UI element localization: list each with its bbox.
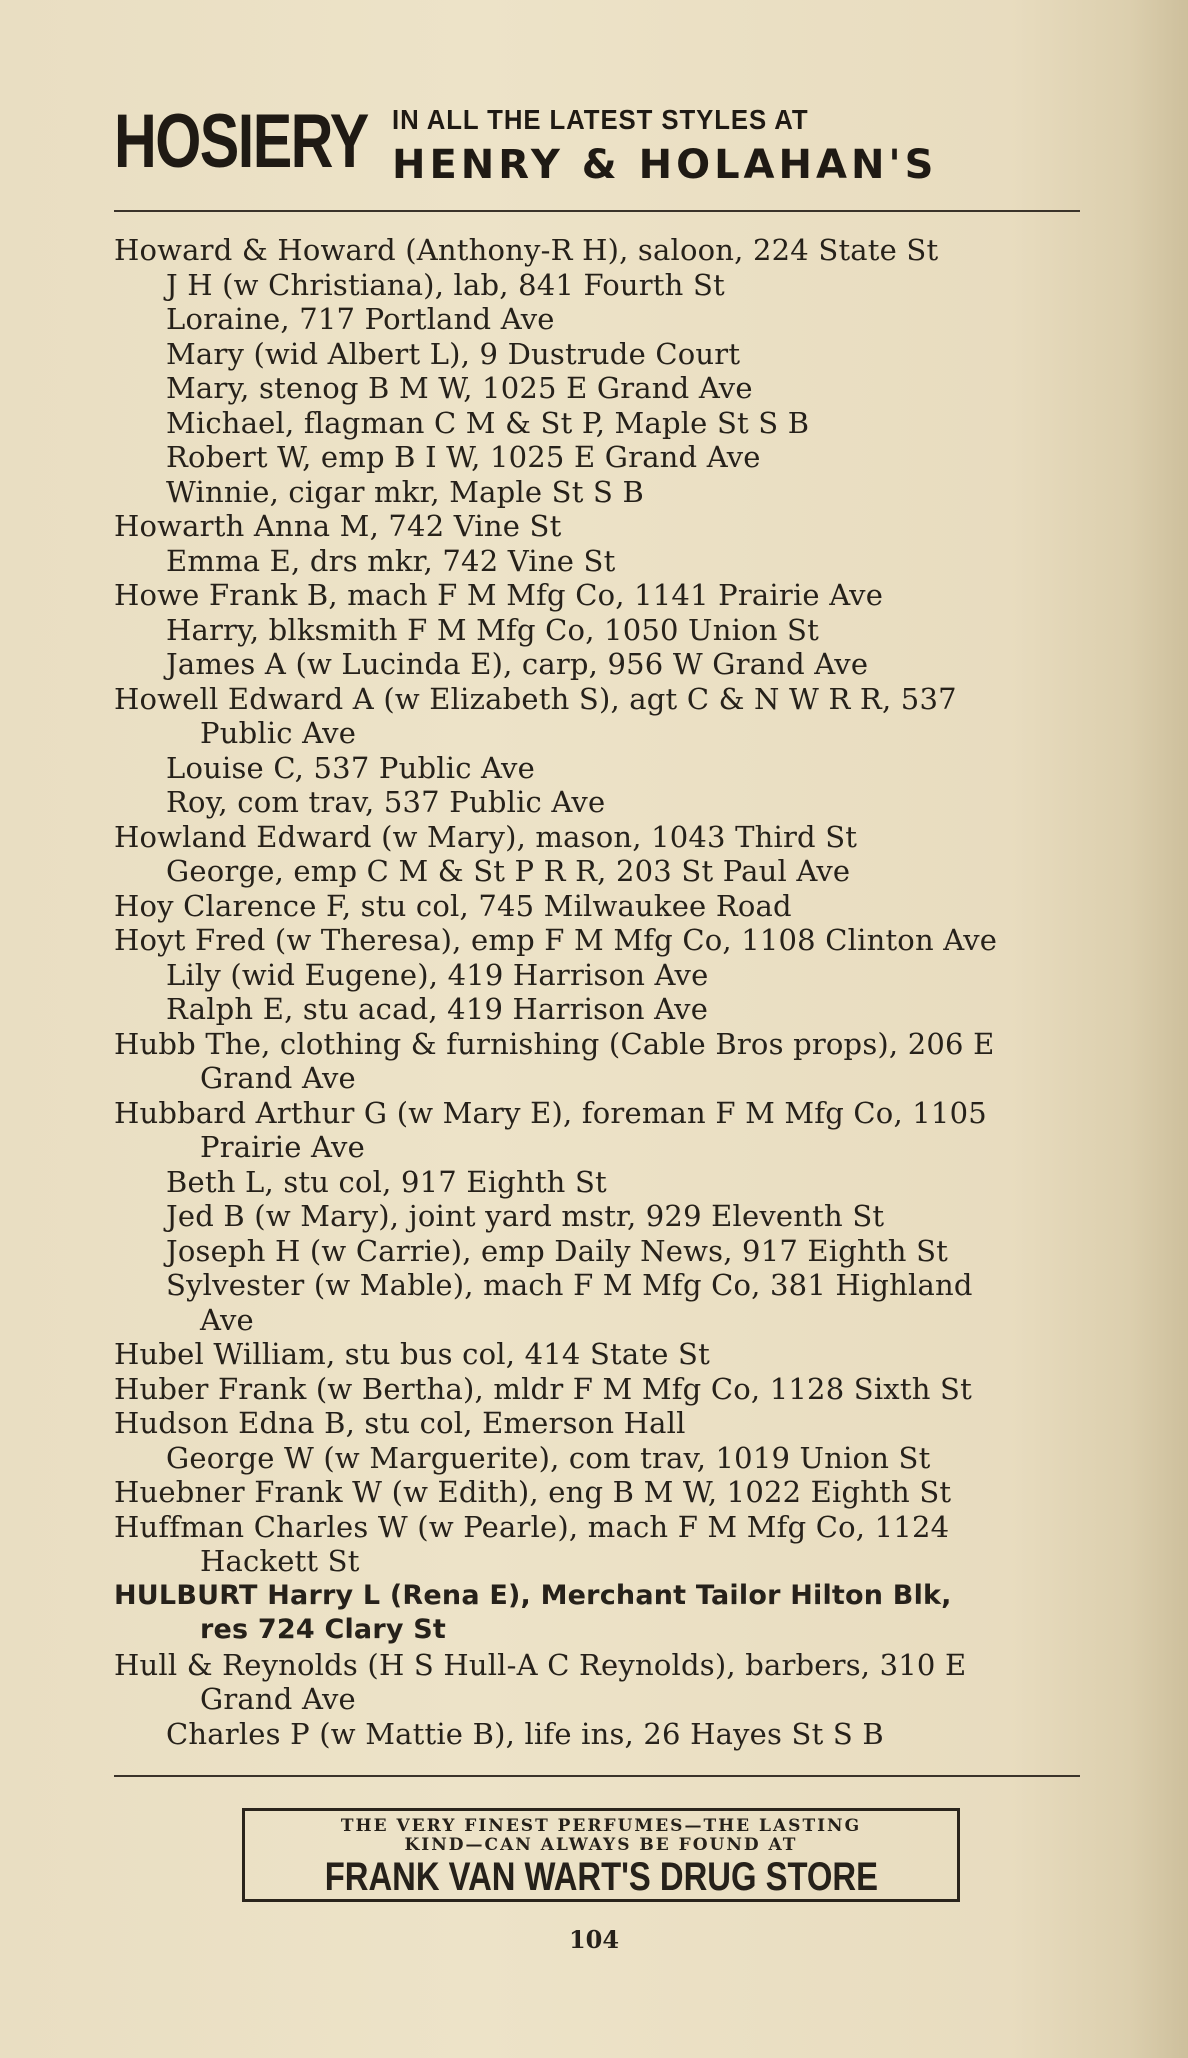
- directory-entry: [114, 578, 1084, 613]
- directory-listing: [114, 233, 1084, 1751]
- directory-subentry: [114, 337, 1084, 372]
- entry-text: Michael, flagman C M & St P, Maple St S B: [166, 405, 810, 440]
- bottom-ad-line-2: KIND—CAN ALWAYS BE FOUND AT: [404, 1835, 798, 1855]
- directory-entry: [114, 1406, 1084, 1441]
- entry-text: Howarth Anna M, 742 Vine St: [114, 509, 562, 543]
- bottom-ad-store-name: FRANK VAN WART'S DRUG STORE: [324, 1855, 878, 1899]
- directory-entry: [114, 923, 1084, 958]
- entry-text: Harry, blksmith F M Mfg Co, 1050 Union St: [166, 612, 819, 647]
- entry-text: Howell Edward A (w Elizabeth S), agt C & N W R R, 537: [114, 681, 957, 716]
- header-ad-store-name: HENRY & HOLAHAN'S: [392, 142, 938, 188]
- header-ad-big-word: HOSIERY: [114, 99, 368, 184]
- directory-entry: [114, 889, 1084, 924]
- entry-text: Jed B (w Mary), joint yard mstr, 929 Eleventh St: [166, 1199, 885, 1233]
- directory-entry: [114, 1027, 1084, 1096]
- directory-entry: [114, 1337, 1084, 1372]
- directory-subentry: [114, 751, 1084, 786]
- directory-subentry: [114, 958, 1084, 993]
- directory-subentry: [114, 440, 1084, 475]
- entry-text: Mary, stenog B M W, 1025 E Grand Ave: [166, 371, 753, 405]
- directory-entry: [114, 820, 1084, 855]
- entry-text: Beth L, stu col, 917 Eighth St: [166, 1164, 607, 1199]
- entry-text: Charles P (w Mattie B), life ins, 26 Hayes St S B: [166, 1716, 884, 1751]
- directory-subentry: [114, 1441, 1084, 1476]
- entry-text: Howe Frank B, mach F M Mfg Co, 1141 Prairie Ave: [114, 578, 884, 612]
- entry-text: HULBURT Harry L (Rena E), Merchant Tailor Hilton Blk,: [114, 1579, 952, 1611]
- entry-text: J H (w Christiana), lab, 841 Fourth St: [166, 267, 725, 302]
- entry-text: Huber Frank (w Bertha), mldr F M Mfg Co, 1128 Sixth St: [114, 1371, 972, 1406]
- entry-continuation: res 724 Clary St: [200, 1614, 447, 1645]
- directory-subentry: [114, 1199, 1084, 1234]
- directory-subentry: [114, 1234, 1084, 1269]
- directory-subentry: [114, 854, 1084, 889]
- entry-text: George W (w Marguerite), com trav, 1019 Union St: [166, 1440, 931, 1475]
- directory-entry: [114, 682, 1084, 751]
- entry-text: Hoyt Fred (w Theresa), emp F M Mfg Co, 1108 Clinton Ave: [114, 923, 998, 957]
- entry-continuation: Ave: [200, 1302, 254, 1337]
- directory-subentry: [114, 544, 1084, 579]
- entry-text: Loraine, 717 Portland Ave: [166, 302, 555, 336]
- page-number: 104: [568, 1925, 620, 1954]
- bottom-ad-line-1: THE VERY FINEST PERFUMES—THE LASTING: [340, 1816, 862, 1836]
- header-advertisement: [114, 100, 1080, 190]
- directory-subentry: [114, 268, 1084, 303]
- entry-text: Sylvester (w Mable), mach F M Mfg Co, 381 Highland: [166, 1268, 973, 1302]
- directory-subentry: [114, 406, 1084, 441]
- entry-text: Roy, com trav, 537 Public Ave: [166, 785, 606, 819]
- entry-text: Winnie, cigar mkr, Maple St S B: [166, 474, 644, 509]
- directory-subentry: [114, 1268, 1084, 1337]
- entry-continuation: Hackett St: [200, 1544, 360, 1578]
- entry-text: Hudson Edna B, stu col, Emerson Hall: [114, 1406, 686, 1440]
- directory-subentry: [114, 785, 1084, 820]
- entry-text: George, emp C M & St P R R, 203 St Paul Ave: [166, 854, 851, 888]
- entry-text: James A (w Lucinda E), carp, 956 W Grand Ave: [166, 647, 869, 681]
- entry-text: Huffman Charles W (w Pearle), mach F M Mfg Co, 1124: [114, 1509, 950, 1544]
- directory-entry: [114, 1096, 1084, 1165]
- entry-text: Howland Edward (w Mary), mason, 1043 Third St: [114, 819, 858, 854]
- directory-subentry: [114, 302, 1084, 337]
- entry-text: Lily (wid Eugene), 419 Harrison Ave: [166, 957, 709, 992]
- entry-continuation: Grand Ave: [200, 1682, 356, 1716]
- header-ad-tagline: IN ALL THE LATEST STYLES AT: [392, 104, 809, 135]
- directory-entry: [114, 233, 1084, 268]
- entry-text: Robert W, emp B I W, 1025 E Grand Ave: [166, 440, 761, 474]
- entry-text: Hull & Reynolds (H S Hull-A C Reynolds), barbers, 310 E: [114, 1647, 967, 1682]
- directory-entry: [114, 1475, 1084, 1510]
- entry-text: Hubb The, clothing & furnishing (Cable Bros props), 206 E: [114, 1026, 995, 1061]
- directory-entry: [114, 1648, 1084, 1717]
- entry-text: Ralph E, stu acad, 419 Harrison Ave: [166, 992, 709, 1026]
- entry-text: Emma E, drs mkr, 742 Vine St: [166, 543, 616, 578]
- directory-subentry: [114, 475, 1084, 510]
- directory-subentry: [114, 371, 1084, 406]
- entry-text: Huebner Frank W (w Edith), eng B M W, 1022 Eighth St: [114, 1475, 952, 1509]
- entry-text: Howard & Howard (Anthony-R H), saloon, 224 State St: [114, 233, 939, 267]
- entry-text: Louise C, 537 Public Ave: [166, 750, 535, 785]
- entry-continuation: Grand Ave: [200, 1061, 356, 1095]
- entry-text: Hubel William, stu bus col, 414 State St: [114, 1337, 710, 1371]
- top-divider: [114, 210, 1080, 212]
- entry-text: Hoy Clarence F, stu col, 745 Milwaukee Road: [114, 888, 792, 923]
- directory-entry: [114, 1579, 1084, 1648]
- directory-subentry: [114, 992, 1084, 1027]
- directory-subentry: [114, 1165, 1084, 1200]
- entry-continuation: Public Ave: [200, 716, 357, 750]
- entry-text: Joseph H (w Carrie), emp Daily News, 917 Eighth St: [166, 1233, 948, 1268]
- bottom-advertisement: [242, 1808, 960, 1902]
- directory-entry: [114, 1510, 1084, 1579]
- directory-subentry: [114, 1717, 1084, 1752]
- bottom-divider: [114, 1775, 1080, 1777]
- entry-continuation: Prairie Ave: [200, 1130, 365, 1164]
- directory-entry: [114, 509, 1084, 544]
- directory-subentry: [114, 613, 1084, 648]
- entry-text: Hubbard Arthur G (w Mary E), foreman F M Mfg Co, 1105: [114, 1095, 987, 1130]
- entry-text: Mary (wid Albert L), 9 Dustrude Court: [166, 336, 741, 371]
- directory-entry: [114, 1372, 1084, 1407]
- directory-subentry: [114, 647, 1084, 682]
